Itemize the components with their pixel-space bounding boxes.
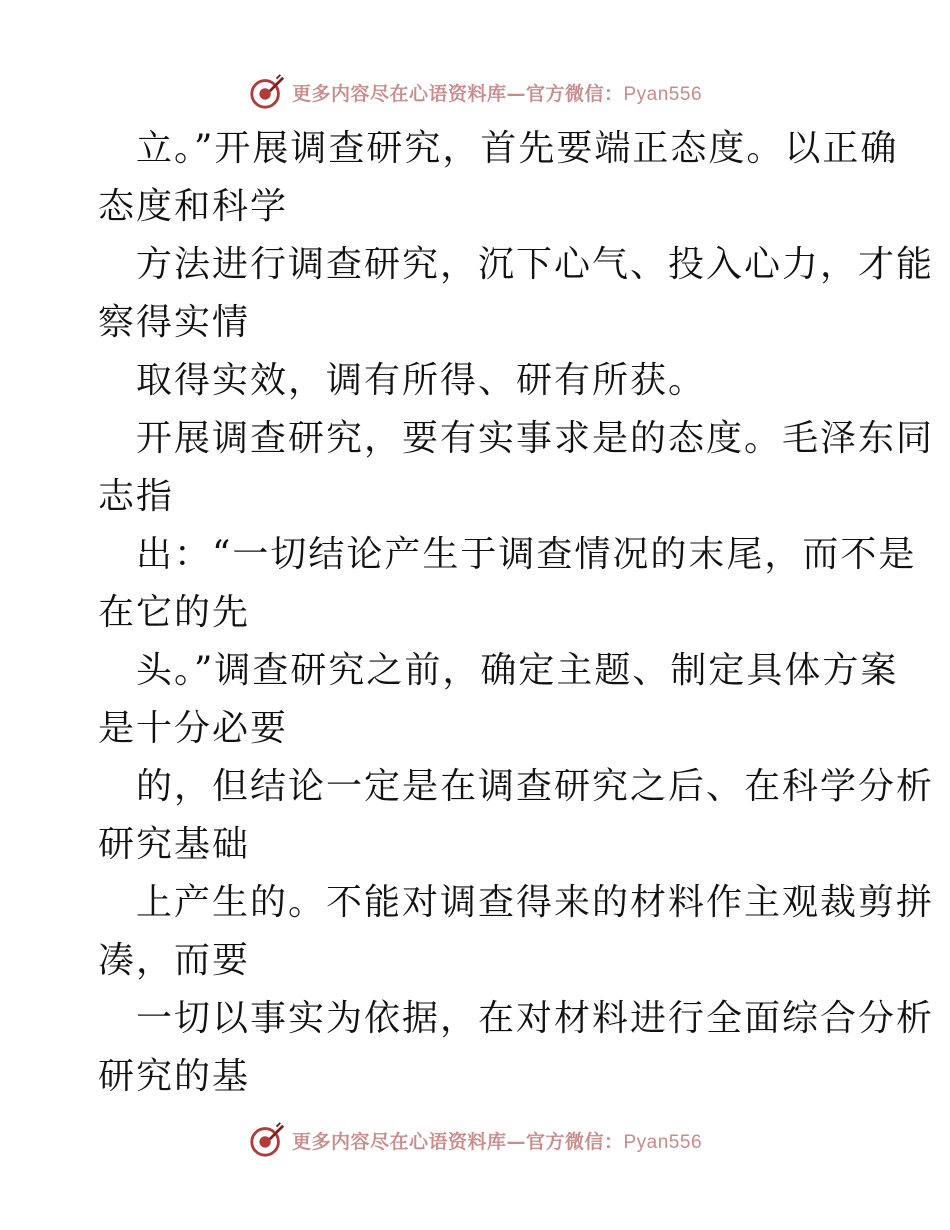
pen-logo-icon [248,73,286,111]
text-line: 态度和科学 [98,186,289,227]
text-line: 研究的基 [98,1056,251,1097]
text-line: 凑，而要 [98,940,251,981]
text-line: 研究基础 [98,824,251,865]
text-line: 志指 [98,476,175,517]
text-line: 取得实效，调有所得、研有所获。 [136,360,707,401]
pen-logo-icon [248,1121,286,1159]
text-line: 方法进行调查研究，沉下心气、投入心力，才能 [136,244,935,285]
text-line: 开展调查研究，要有实事求是的态度。毛泽东同 [136,418,935,459]
footer-watermark [0,1118,950,1162]
document-body [98,120,935,1106]
header-watermark [0,70,950,114]
text-line: 出：“一切结论产生于调查情况的末尾，而不是 [136,534,917,575]
watermark-wechat-id: Pyan556 [623,83,703,105]
text-line: 立。”开展调查研究，首先要端正态度。以正确 [136,128,899,169]
text-line: 的，但结论一定是在调查研究之后、在科学分析 [136,766,935,807]
watermark-text: 更多内容尽在心语资料库—官方微信：Pyan556 [291,1130,703,1153]
watermark-text: 更多内容尽在心语资料库—官方微信：Pyan556 [291,82,703,105]
text-line: 在它的先 [98,592,251,633]
text-line: 是十分必要 [98,708,289,749]
text-line: 上产生的。不能对调查得来的材料作主观裁剪拼 [136,882,935,923]
watermark-wechat-id: Pyan556 [623,1131,703,1153]
text-line: 一切以事实为依据，在对材料进行全面综合分析 [136,998,935,1039]
text-line: 头。”调查研究之前，确定主题、制定具体方案 [136,650,899,691]
text-line: 察得实情 [98,302,251,343]
